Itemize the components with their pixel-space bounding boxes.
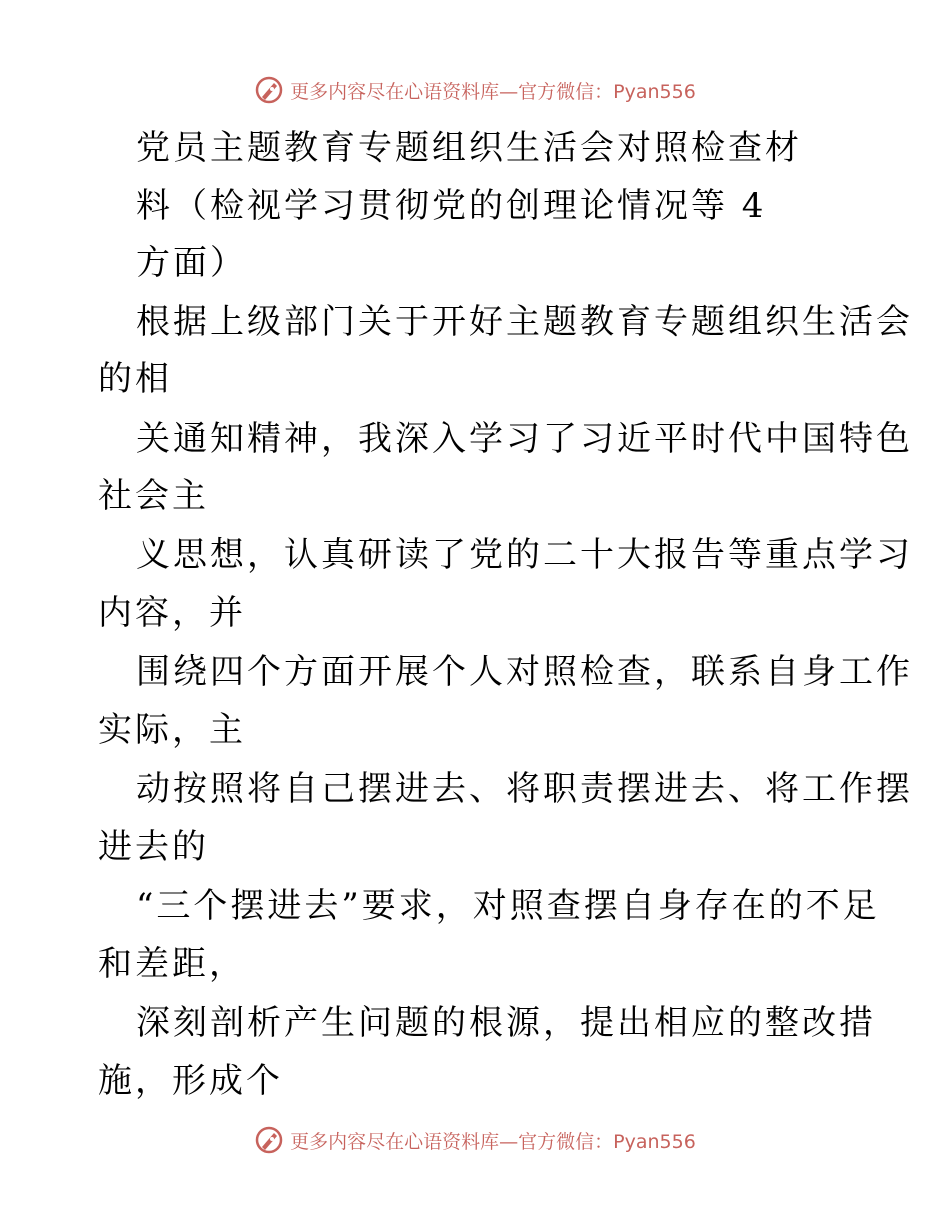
title-line-2: 料（检视学习贯彻党的创理论情况等 4 (136, 186, 767, 226)
watermark-text (290, 1127, 696, 1154)
watermark-text-latin: Pyan556 (613, 80, 696, 103)
body-line: 内容，并 (98, 593, 246, 633)
body-line: 社会主 (98, 476, 209, 516)
body-line: 进去的 (98, 827, 209, 867)
body-line: 实际，主 (98, 710, 246, 750)
watermark-text-latin: Pyan556 (613, 1130, 696, 1153)
body-line: 义思想，认真研读了党的二十大报告等重点学习 (136, 535, 913, 575)
body-line: 围绕四个方面开展个人对照检查，联系自身工作 (136, 652, 913, 692)
body-line: 关通知精神，我深入学习了习近平时代中国特色 (136, 419, 913, 459)
footer-watermark (0, 1120, 950, 1160)
body-line: 根据上级部门关于开好主题教育专题组织生活会 (136, 302, 913, 342)
body-line: 和差距， (98, 944, 246, 984)
watermark-text-cn: 更多内容尽在心语资料库—官方微信： (290, 1130, 614, 1153)
body-line: 的相 (98, 359, 172, 399)
watermark-text-cn: 更多内容尽在心语资料库—官方微信： (290, 80, 614, 103)
body-line: 动按照将自己摆进去、将职责摆进去、将工作摆 (136, 769, 913, 809)
title-line-1: 党员主题教育专题组织生活会对照检查材 (136, 128, 802, 168)
pen-logo-icon (254, 1125, 284, 1155)
body-line: 施，形成个 (98, 1061, 283, 1101)
body-line: “三个摆进去”要求，对照查摆自身存在的不足 (136, 886, 880, 926)
body-line: 深刻剖析产生问题的根源，提出相应的整改措 (136, 1003, 876, 1043)
title-line-3: 方面） (136, 243, 247, 283)
